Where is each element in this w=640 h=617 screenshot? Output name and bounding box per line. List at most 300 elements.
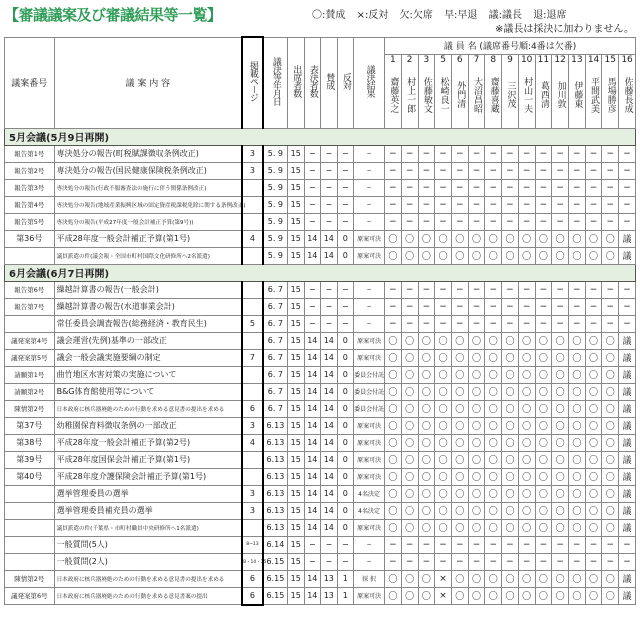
vote-cell: 〇 [602, 502, 619, 519]
page-ref: 6 [242, 570, 263, 587]
vote-cell: − [451, 213, 468, 230]
present-count: 15 [288, 570, 305, 587]
vote-cell: − [435, 179, 452, 196]
member-name: 佐藤敏文 [421, 76, 432, 113]
vote-cell: − [451, 179, 468, 196]
vote-cell: − [552, 553, 569, 570]
vote-cell: 〇 [385, 451, 402, 468]
member-seat-number: 15 [604, 54, 616, 65]
vote-cell: 〇 [435, 502, 452, 519]
vote-cell: 〇 [385, 434, 402, 451]
vote-cell: − [485, 196, 502, 213]
vote-cell: − [485, 315, 502, 332]
decision-result: 原案可決 [354, 247, 385, 264]
vote-cell: 〇 [451, 230, 468, 247]
bill-number [5, 247, 55, 264]
vote-cell: 〇 [468, 519, 485, 536]
vote-cell: 〇 [518, 332, 535, 349]
vote-cell: 〇 [568, 230, 585, 247]
vote-cell: − [435, 196, 452, 213]
vote-cell: 〇 [535, 230, 552, 247]
vote-cell: − [485, 213, 502, 230]
vote-cell: 〇 [602, 230, 619, 247]
vote-cell: 〇 [602, 400, 619, 417]
vote-cell: 〇 [502, 383, 519, 400]
vote-cell: 〇 [535, 332, 552, 349]
vote-cell: − [418, 315, 435, 332]
member-column [385, 54, 402, 128]
vote-cell: − [502, 315, 519, 332]
member-column [585, 54, 602, 128]
decision-date: 6.14 [263, 536, 288, 553]
vote-cell: 〇 [502, 434, 519, 451]
vote-cell: 〇 [485, 230, 502, 247]
bill-content: 平成28年度一般会計補正予算(第2号) [54, 434, 242, 451]
vote-cell: 〇 [518, 417, 535, 434]
vote-cell: 〇 [418, 451, 435, 468]
no-count: − [337, 553, 354, 570]
decision-result: − [354, 196, 385, 213]
vote-cell: − [418, 536, 435, 553]
col-result-header-label: 議決結果 [364, 65, 375, 97]
vote-cell: − [619, 162, 636, 179]
col-no-header [337, 37, 354, 128]
vote-cell: 〇 [435, 519, 452, 536]
vote-cell: 〇 [418, 587, 435, 605]
decision-date: 5. 9 [263, 196, 288, 213]
vote-cell: − [602, 196, 619, 213]
vote-cell: 〇 [435, 485, 452, 502]
yes-count: 14 [321, 400, 338, 417]
bill-content: 平成28年度一般会計補正予算(第1号) [54, 230, 242, 247]
vote-cell: 〇 [518, 587, 535, 605]
page-ref [242, 366, 263, 383]
col-number-header [5, 37, 55, 128]
vote-cell: 〇 [602, 332, 619, 349]
member-column [502, 54, 519, 128]
vote-cell: 〇 [385, 383, 402, 400]
vote-cell: − [552, 281, 569, 298]
vote-cell: − [401, 145, 418, 162]
page-ref: 4 [242, 230, 263, 247]
present-count: 15 [288, 451, 305, 468]
col-present-header-label: 出席者数 [291, 65, 302, 97]
bill-content: 日本政府に核兵器廃絶のための行動を求める意見書の提出を求める [54, 400, 242, 417]
vote-cell: − [418, 196, 435, 213]
col-date-header-label: 議決等年月日 [270, 57, 281, 105]
vote-cell: − [401, 179, 418, 196]
bill-content: 平成28年度介護保険会計補正予算(第1号) [54, 468, 242, 485]
vote-cell: 〇 [535, 417, 552, 434]
vote-cell: 〇 [401, 247, 418, 264]
table-row [5, 587, 636, 605]
yes-count: 14 [321, 451, 338, 468]
voter-count: − [304, 553, 321, 570]
vote-cell: 〇 [552, 230, 569, 247]
vote-cell: 〇 [568, 587, 585, 605]
yes-count: − [321, 179, 338, 196]
present-count: 15 [288, 400, 305, 417]
page-ref: 3 [242, 502, 263, 519]
bill-content: 幼稚園保育料徴収条例の一部改正 [54, 417, 242, 434]
vote-cell: 〇 [435, 468, 452, 485]
col-voters-header-label: 表決者数 [307, 65, 318, 97]
col-yes-header [321, 37, 338, 128]
bill-number: 第40号 [5, 468, 55, 485]
vote-cell: − [418, 281, 435, 298]
vote-cell: 〇 [502, 230, 519, 247]
present-count: 15 [288, 417, 305, 434]
vote-cell: 〇 [385, 468, 402, 485]
vote-cell: − [451, 298, 468, 315]
vote-cell: − [568, 162, 585, 179]
member-column [418, 54, 435, 128]
vote-cell: 〇 [552, 434, 569, 451]
decision-result: 原案可決 [354, 417, 385, 434]
section-header-row [5, 128, 636, 145]
table-row [5, 383, 636, 400]
member-name: 外門清 [455, 81, 466, 108]
present-count: 15 [288, 553, 305, 570]
vote-cell: 〇 [602, 247, 619, 264]
vote-cell: 〇 [552, 451, 569, 468]
vote-cell: 〇 [385, 485, 402, 502]
no-count: 0 [337, 468, 354, 485]
decision-date: 5. 9 [263, 230, 288, 247]
yes-count: 14 [321, 383, 338, 400]
decision-date: 6.13 [263, 451, 288, 468]
member-seat-number: 1 [390, 54, 396, 65]
bill-content: 専決処分の報告(国民健康保険税条例改正) [54, 162, 242, 179]
no-count: 0 [337, 400, 354, 417]
deliberation-table [4, 36, 636, 606]
vote-cell: 〇 [568, 383, 585, 400]
member-name: 齋藤英之 [388, 76, 399, 113]
voter-count: 14 [304, 468, 321, 485]
vote-cell: − [568, 315, 585, 332]
vote-cell: 〇 [552, 247, 569, 264]
decision-date: 5. 9 [263, 162, 288, 179]
bill-content: 曲竹地区水害対策の実施について [54, 366, 242, 383]
no-count: − [337, 281, 354, 298]
vote-cell: − [585, 281, 602, 298]
bill-content: 議員派遣の件(千葉県・市町村職員中央研修所へ1名派遣) [54, 519, 242, 536]
table-row [5, 332, 636, 349]
vote-cell: 〇 [602, 519, 619, 536]
no-count: 0 [337, 451, 354, 468]
table-row [5, 162, 636, 179]
vote-cell: 〇 [552, 366, 569, 383]
decision-date: 5. 9 [263, 145, 288, 162]
no-count: − [337, 213, 354, 230]
present-count: 15 [288, 349, 305, 366]
vote-cell: 〇 [568, 451, 585, 468]
vote-cell: − [502, 553, 519, 570]
table-row [5, 366, 636, 383]
decision-date: 6.13 [263, 502, 288, 519]
vote-cell: − [518, 145, 535, 162]
vote-cell: 〇 [502, 349, 519, 366]
vote-cell: 〇 [485, 451, 502, 468]
vote-cell: 議 [619, 570, 636, 587]
vote-cell: − [552, 536, 569, 553]
vote-cell: 〇 [502, 247, 519, 264]
vote-cell: − [518, 281, 535, 298]
vote-cell: − [451, 536, 468, 553]
page-ref: 8~13 [242, 536, 263, 553]
vote-cell: − [535, 281, 552, 298]
voter-count: 14 [304, 230, 321, 247]
table-row [5, 553, 636, 570]
vote-cell: 〇 [502, 400, 519, 417]
vote-cell: 〇 [485, 570, 502, 587]
vote-cell: − [585, 536, 602, 553]
vote-cell: 〇 [568, 468, 585, 485]
vote-cell: − [468, 315, 485, 332]
vote-cell: 〇 [552, 349, 569, 366]
vote-cell: − [435, 553, 452, 570]
col-page-header [242, 37, 263, 128]
vote-cell: 〇 [552, 502, 569, 519]
voter-count: 14 [304, 349, 321, 366]
vote-cell: 〇 [451, 451, 468, 468]
vote-cell: 〇 [435, 434, 452, 451]
chair-note: ※議長は採決に加わりません。 [495, 24, 634, 35]
vote-cell: 〇 [418, 383, 435, 400]
member-column [468, 54, 485, 128]
bill-number: 陳情第2号 [5, 400, 55, 417]
page-ref: 3 [242, 162, 263, 179]
vote-cell: − [535, 145, 552, 162]
present-count: 15 [288, 587, 305, 605]
bill-number: 報告第4号 [5, 196, 55, 213]
member-name: 馬場勝彦 [605, 76, 616, 113]
voter-count: − [304, 162, 321, 179]
bill-content: 選挙管理委員補充員の選挙 [54, 502, 242, 519]
table-row [5, 179, 636, 196]
bill-number [5, 502, 55, 519]
member-seat-number: 8 [490, 54, 497, 65]
member-column [602, 54, 619, 128]
vote-cell: 〇 [418, 468, 435, 485]
voter-count: 14 [304, 383, 321, 400]
present-count: 15 [288, 298, 305, 315]
vote-cell: − [585, 196, 602, 213]
bill-content: 専決処分の報告(町税賦課徴収条例改正) [54, 145, 242, 162]
vote-cell: − [468, 213, 485, 230]
vote-cell: 〇 [585, 519, 602, 536]
yes-count: − [321, 145, 338, 162]
vote-cell: 〇 [585, 587, 602, 605]
member-name: 齋藤喜蔵 [488, 76, 499, 113]
decision-date: 6. 7 [263, 400, 288, 417]
no-count: 0 [337, 383, 354, 400]
vote-cell: 〇 [518, 451, 535, 468]
col-content-header [54, 37, 242, 128]
vote-cell: 〇 [602, 587, 619, 605]
table-row [5, 536, 636, 553]
vote-cell: 〇 [535, 502, 552, 519]
vote-cell: 〇 [401, 349, 418, 366]
vote-cell: − [468, 298, 485, 315]
decision-date: 6.15 [263, 587, 288, 605]
vote-cell: − [585, 179, 602, 196]
vote-cell: − [602, 536, 619, 553]
vote-legend [312, 6, 575, 21]
vote-cell: 〇 [502, 366, 519, 383]
vote-cell: − [619, 179, 636, 196]
no-count: 0 [337, 502, 354, 519]
vote-cell: 〇 [602, 417, 619, 434]
vote-cell: 〇 [451, 400, 468, 417]
vote-cell: − [418, 213, 435, 230]
member-seat-number: 12 [554, 54, 566, 65]
vote-cell: 〇 [568, 485, 585, 502]
vote-cell: − [619, 536, 636, 553]
present-count: 15 [288, 383, 305, 400]
vote-cell: − [619, 145, 636, 162]
vote-cell: − [502, 196, 519, 213]
table-row [5, 230, 636, 247]
decision-date: 6.15 [263, 570, 288, 587]
vote-cell: 〇 [535, 468, 552, 485]
col-yes-header-label: 賛成 [324, 73, 335, 89]
vote-cell: 〇 [451, 434, 468, 451]
vote-cell: 〇 [535, 383, 552, 400]
vote-cell: 〇 [451, 366, 468, 383]
decision-result: 4名決定 [354, 502, 385, 519]
vote-cell: 〇 [485, 468, 502, 485]
present-count: 15 [288, 315, 305, 332]
vote-cell: 〇 [585, 468, 602, 485]
vote-cell: − [468, 179, 485, 196]
vote-cell: 〇 [385, 230, 402, 247]
table-row [5, 281, 636, 298]
vote-cell: 〇 [418, 485, 435, 502]
table-row [5, 519, 636, 536]
vote-cell: − [385, 145, 402, 162]
page-ref [242, 332, 263, 349]
vote-cell: 議 [619, 400, 636, 417]
vote-cell: 〇 [468, 230, 485, 247]
vote-cell: − [585, 553, 602, 570]
vote-cell: 〇 [535, 451, 552, 468]
vote-cell: 〇 [401, 485, 418, 502]
vote-cell: × [435, 570, 452, 587]
vote-cell: 議 [619, 587, 636, 605]
vote-cell: 〇 [518, 485, 535, 502]
member-column [435, 54, 452, 128]
voter-count: 14 [304, 417, 321, 434]
decision-date: 6. 7 [263, 281, 288, 298]
table-row [5, 451, 636, 468]
vote-cell: 〇 [535, 434, 552, 451]
vote-cell: 議 [619, 349, 636, 366]
bill-number: 報告第1号 [5, 145, 55, 162]
vote-cell: 〇 [401, 587, 418, 605]
decision-date: 5. 9 [263, 179, 288, 196]
page-ref: 5 [242, 315, 263, 332]
no-count: − [337, 315, 354, 332]
vote-cell: 〇 [568, 502, 585, 519]
vote-cell: 〇 [485, 587, 502, 605]
vote-cell: 〇 [401, 332, 418, 349]
vote-cell: 〇 [418, 519, 435, 536]
voter-count: 14 [304, 451, 321, 468]
bill-content: 平成28年度国保会計補正予算(第1号) [54, 451, 242, 468]
vote-cell: − [568, 213, 585, 230]
vote-cell: 〇 [552, 417, 569, 434]
no-count: 1 [337, 570, 354, 587]
vote-cell: 〇 [418, 366, 435, 383]
no-count: − [337, 179, 354, 196]
vote-cell: − [385, 162, 402, 179]
vote-cell: 〇 [485, 417, 502, 434]
decision-result: 原案可決 [354, 349, 385, 366]
yes-count: − [321, 315, 338, 332]
vote-cell: − [568, 179, 585, 196]
vote-cell: 議 [619, 434, 636, 451]
table-row [5, 196, 636, 213]
no-count: 0 [337, 247, 354, 264]
vote-cell: 〇 [418, 400, 435, 417]
col-date-header [263, 37, 288, 128]
vote-cell: 〇 [552, 400, 569, 417]
bill-number: 請願第1号 [5, 366, 55, 383]
yes-count: 14 [321, 230, 338, 247]
vote-cell: 〇 [518, 570, 535, 587]
decision-date: 6. 7 [263, 315, 288, 332]
col-present-header [288, 37, 305, 128]
vote-cell: − [451, 145, 468, 162]
present-count: 15 [288, 179, 305, 196]
table-row [5, 315, 636, 332]
page-ref: 3 [242, 417, 263, 434]
vote-cell: − [552, 162, 569, 179]
vote-cell: − [535, 298, 552, 315]
vote-cell: − [552, 213, 569, 230]
bill-number: 第38号 [5, 434, 55, 451]
vote-cell: 〇 [518, 468, 535, 485]
table-row [5, 298, 636, 315]
no-count: 0 [337, 349, 354, 366]
voter-count: 14 [304, 332, 321, 349]
present-count: 15 [288, 230, 305, 247]
col-number-header-label: 議案番号 [11, 79, 48, 89]
bill-content: 議会運営(先例)基準の一部改正 [54, 332, 242, 349]
page-ref [242, 247, 263, 264]
vote-cell: 〇 [435, 417, 452, 434]
decision-result: 原案可決 [354, 468, 385, 485]
vote-cell: 〇 [485, 247, 502, 264]
decision-date: 6.13 [263, 468, 288, 485]
vote-cell: 〇 [401, 400, 418, 417]
vote-cell: − [485, 298, 502, 315]
vote-cell: − [502, 536, 519, 553]
vote-cell: − [602, 315, 619, 332]
bill-number: 報告第6号 [5, 281, 55, 298]
present-count: 15 [288, 213, 305, 230]
present-count: 15 [288, 519, 305, 536]
vote-cell: − [619, 298, 636, 315]
member-seat-number: 13 [571, 54, 583, 65]
vote-cell: 〇 [401, 417, 418, 434]
no-count: − [337, 298, 354, 315]
vote-cell: − [502, 298, 519, 315]
decision-date: 6.13 [263, 417, 288, 434]
vote-cell: − [385, 281, 402, 298]
vote-cell: 〇 [568, 400, 585, 417]
